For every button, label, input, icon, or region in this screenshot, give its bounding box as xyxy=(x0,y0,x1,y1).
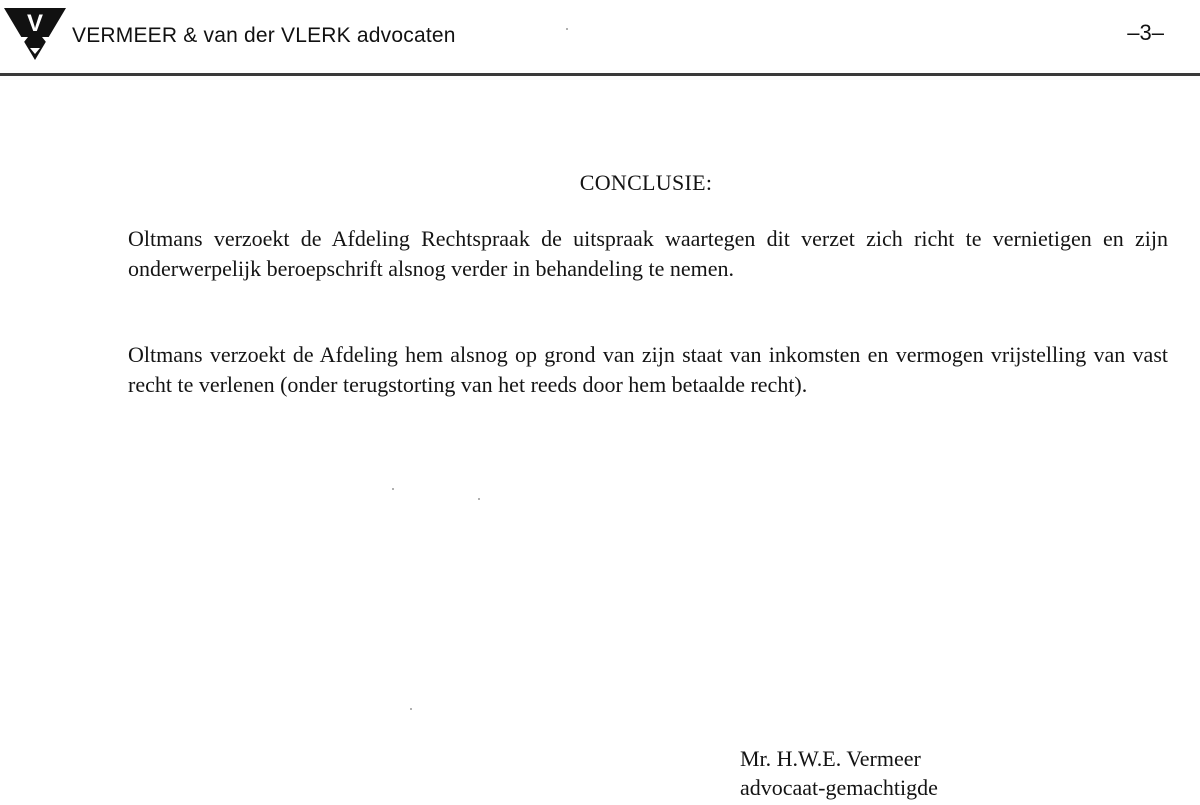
paragraph: Oltmans verzoekt de Afdeling Rechtspraak de uitspraak waartegen dit verzet zich richt te vernietigen en zijn onderwerpelijk beroepschrift alsnog verder in behandeling te nemen. xyxy=(128,226,1168,281)
scan-speck xyxy=(478,498,480,500)
section-title xyxy=(0,170,1200,196)
section-title-text: CONCLUSIE: xyxy=(579,170,713,195)
scan-speck xyxy=(410,708,412,710)
firm-logo-icon xyxy=(2,4,68,62)
signature-block xyxy=(740,744,938,802)
scan-speck xyxy=(392,488,394,490)
header-divider xyxy=(0,73,1200,76)
firm-name: VERMEER & van der VLERK advocaten xyxy=(72,24,456,47)
paragraph: Oltmans verzoekt de Afdeling hem alsnog op grond van zijn staat van inkomsten en vermogen vrijstelling van vast recht te verlenen (onder terugstorting van het reeds door hem betaalde recht). xyxy=(128,342,1168,397)
signatory-name: Mr. H.W.E. Vermeer xyxy=(740,746,921,771)
logo-letter: V xyxy=(26,10,44,37)
scan-speck xyxy=(566,28,568,30)
letterhead xyxy=(0,0,1200,78)
signatory-role: advocaat-gemachtigde xyxy=(740,775,938,800)
page-number: –3– xyxy=(1127,20,1164,45)
